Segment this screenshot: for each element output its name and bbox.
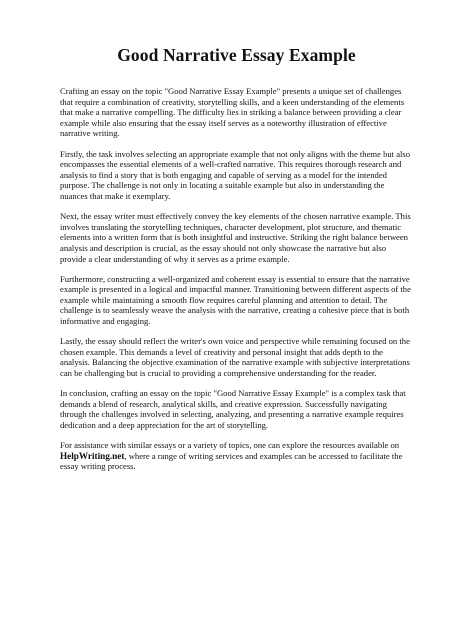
paragraph-intro: Crafting an essay on the topic "Good Narrative Essay Example" presents a unique set of challenges that require a combination of creativity, storytelling skills, and a keen understanding of the elements that make a narrative compelling. The difficulty lies in striking a balance between providing a clear example while also ensuring that the essay itself serves as a noteworthy illustration of effective narrative writing. (60, 86, 405, 139)
paragraph-conclusion: In conclusion, crafting an essay on the topic "Good Narrative Essay Example" is a complex task that demands a blend of research, analytical skills, and creative expression. Successfully navigating through the challenges involved in selecting, analyzing, and presenting a narrative example requires dedication and a deep appreciation for the art of storytelling. (60, 388, 406, 430)
paragraph-furthermore: Furthermore, constructing a well-organized and coherent essay is essential to ensure that the narrative example is presented in a logical and impactful manner. Transitioning between different aspects of the example while maintaining a smooth flow requires careful planning and attention to detail. The challenge is to seamlessly weave the analysis with the narrative, creating a cohesive piece that is both informative and engaging. (60, 273, 411, 327)
helpwriting-link[interactable]: HelpWriting.net (60, 450, 125, 461)
closing-text-before: For assistance with similar essays or a variety of topics, one can explore the resources available on (60, 440, 400, 451)
paragraph-firstly: Firstly, the task involves selecting an appropriate example that not only aligns with the theme but also encompasses the essential elements of a well-crafted narrative. This requires thorough research and analysis to find a story that is both engaging and capable of serving as a model for the intended purpose. The challenge is not only in locating a suitable example but also in understanding the nuances that make it exemplary. (60, 148, 411, 201)
paragraph-next: Next, the essay writer must effectively convey the key elements of the chosen narrative example. This involves translating the storytelling techniques, character development, plot structure, and thematic elements into a written form that is both insightful and instructive. Striking the right balance between analysis and description is crucial, as the essay should not only showcase the narrative but also provide a clear understanding of why it serves as a prime example. (60, 211, 411, 264)
page-title: Good Narrative Essay Example (117, 45, 356, 65)
closing-text-after: , where a range of writing services and examples can be accessed to facilitate the essay writing process. (60, 450, 403, 472)
paragraph-closing (60, 440, 413, 472)
paragraph-lastly: Lastly, the essay should reflect the writer's own voice and perspective while remaining focused on the chosen example. This demands a level of creativity and personal insight that adds depth to the analysis. Balancing the objective examination of the narrative example with subjective interpretations can be challenging but is crucial to providing a comprehensive understanding for the reader. (60, 336, 410, 379)
